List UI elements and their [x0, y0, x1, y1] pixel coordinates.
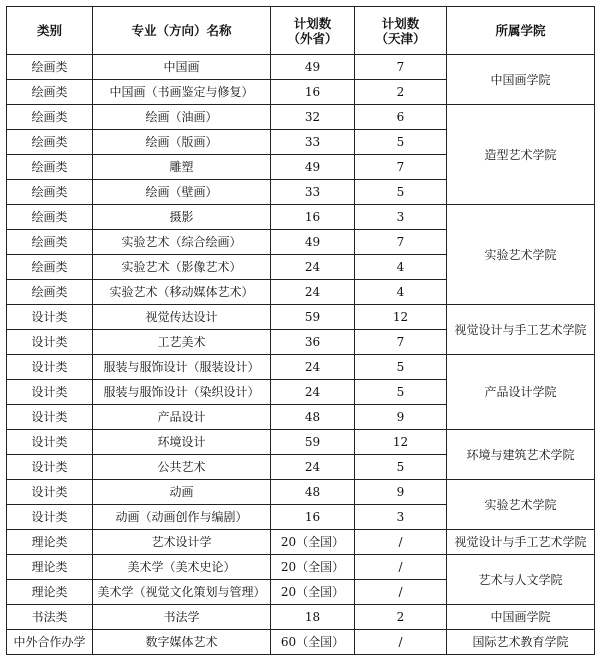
cell-plan-outside: 24: [271, 380, 355, 405]
header-plan-tianjin: [355, 7, 447, 55]
table-row: [7, 430, 595, 455]
cell-plan-outside: 49: [271, 55, 355, 80]
cell-category: 绘画类: [7, 280, 93, 305]
cell-plan-tianjin: 5: [355, 130, 447, 155]
table-row: [7, 480, 595, 505]
table-row: [7, 55, 595, 80]
cell-college: 视觉设计与手工艺术学院: [447, 305, 595, 355]
cell-college: 艺术与人文学院: [447, 555, 595, 605]
cell-plan-outside: 32: [271, 105, 355, 130]
cell-major: 工艺美术: [93, 330, 271, 355]
cell-plan-outside: 49: [271, 155, 355, 180]
cell-major: 摄影: [93, 205, 271, 230]
cell-major: 绘画（油画）: [93, 105, 271, 130]
cell-plan-outside: 36: [271, 330, 355, 355]
cell-category: 中外合作办学: [7, 630, 93, 655]
cell-major: 艺术设计学: [93, 530, 271, 555]
cell-plan-outside: 60（全国）: [271, 630, 355, 655]
header-plan-outside-line2: （外省）: [287, 30, 338, 46]
cell-major: 绘画（版画）: [93, 130, 271, 155]
cell-category: 设计类: [7, 405, 93, 430]
cell-major: 服装与服饰设计（染织设计）: [93, 380, 271, 405]
cell-category: 绘画类: [7, 55, 93, 80]
cell-category: 书法类: [7, 605, 93, 630]
cell-category: 绘画类: [7, 205, 93, 230]
cell-plan-outside: 59: [271, 430, 355, 455]
cell-category: 绘画类: [7, 105, 93, 130]
cell-plan-tianjin: 9: [355, 480, 447, 505]
table-body: [7, 55, 595, 655]
cell-college: 中国画学院: [447, 605, 595, 630]
cell-college: 实验艺术学院: [447, 205, 595, 305]
cell-plan-outside: 48: [271, 405, 355, 430]
cell-plan-tianjin: 12: [355, 305, 447, 330]
header-plan-outside-line1: 计划数: [293, 15, 332, 31]
cell-plan-tianjin: 7: [355, 330, 447, 355]
cell-plan-outside: 18: [271, 605, 355, 630]
cell-category: 绘画类: [7, 230, 93, 255]
cell-college: 中国画学院: [447, 55, 595, 105]
cell-plan-tianjin: 6: [355, 105, 447, 130]
cell-plan-outside: 24: [271, 280, 355, 305]
cell-plan-outside: 59: [271, 305, 355, 330]
cell-plan-tianjin: 4: [355, 255, 447, 280]
cell-category: 设计类: [7, 480, 93, 505]
cell-major: 动画: [93, 480, 271, 505]
table-row: [7, 555, 595, 580]
cell-plan-outside: 16: [271, 505, 355, 530]
cell-plan-tianjin: /: [355, 630, 447, 655]
cell-plan-tianjin: 9: [355, 405, 447, 430]
header-major: 专业（方向）名称: [93, 7, 271, 55]
cell-plan-tianjin: 3: [355, 505, 447, 530]
cell-category: 设计类: [7, 330, 93, 355]
cell-plan-tianjin: 4: [355, 280, 447, 305]
cell-major: 数字媒体艺术: [93, 630, 271, 655]
table-row: [7, 305, 595, 330]
cell-college: 视觉设计与手工艺术学院: [447, 530, 595, 555]
header-plan-tianjin-line2: （天津）: [375, 30, 426, 46]
cell-plan-outside: 49: [271, 230, 355, 255]
cell-college: 造型艺术学院: [447, 105, 595, 205]
cell-major: 实验艺术（综合绘画）: [93, 230, 271, 255]
cell-plan-tianjin: 7: [355, 155, 447, 180]
table-header-row: [7, 7, 595, 55]
header-category: 类别: [7, 7, 93, 55]
cell-plan-outside: 20（全国）: [271, 580, 355, 605]
cell-major: 雕塑: [93, 155, 271, 180]
cell-category: 绘画类: [7, 155, 93, 180]
cell-major: 实验艺术（影像艺术）: [93, 255, 271, 280]
header-plan-outside: [271, 7, 355, 55]
cell-plan-tianjin: 12: [355, 430, 447, 455]
cell-major: 美术学（美术史论）: [93, 555, 271, 580]
cell-plan-outside: 24: [271, 255, 355, 280]
cell-plan-tianjin: /: [355, 530, 447, 555]
enrollment-plan-document: [6, 6, 595, 655]
cell-plan-outside: 33: [271, 180, 355, 205]
cell-major: 绘画（壁画）: [93, 180, 271, 205]
cell-plan-tianjin: 5: [355, 180, 447, 205]
cell-major: 美术学（视觉文化策划与管理）: [93, 580, 271, 605]
cell-plan-tianjin: 7: [355, 55, 447, 80]
cell-plan-tianjin: 2: [355, 605, 447, 630]
cell-college: 产品设计学院: [447, 355, 595, 430]
cell-major: 实验艺术（移动媒体艺术）: [93, 280, 271, 305]
cell-plan-tianjin: 5: [355, 455, 447, 480]
cell-plan-outside: 16: [271, 80, 355, 105]
cell-plan-tianjin: 2: [355, 80, 447, 105]
cell-major: 中国画: [93, 55, 271, 80]
cell-major: 产品设计: [93, 405, 271, 430]
table-row: [7, 530, 595, 555]
cell-category: 设计类: [7, 430, 93, 455]
cell-major: 书法学: [93, 605, 271, 630]
cell-college: 实验艺术学院: [447, 480, 595, 530]
cell-category: 绘画类: [7, 180, 93, 205]
table-row: [7, 630, 595, 655]
cell-category: 设计类: [7, 505, 93, 530]
table-row: [7, 205, 595, 230]
table-row: [7, 105, 595, 130]
cell-plan-outside: 48: [271, 480, 355, 505]
cell-college: 环境与建筑艺术学院: [447, 430, 595, 480]
cell-plan-outside: 20（全国）: [271, 555, 355, 580]
cell-college: 国际艺术教育学院: [447, 630, 595, 655]
cell-category: 绘画类: [7, 255, 93, 280]
cell-category: 绘画类: [7, 80, 93, 105]
cell-plan-outside: 33: [271, 130, 355, 155]
cell-plan-outside: 24: [271, 355, 355, 380]
enrollment-plan-table: [6, 6, 595, 655]
cell-category: 设计类: [7, 455, 93, 480]
cell-major: 中国画（书画鉴定与修复）: [93, 80, 271, 105]
cell-plan-tianjin: 5: [355, 380, 447, 405]
table-row: [7, 355, 595, 380]
cell-major: 视觉传达设计: [93, 305, 271, 330]
cell-category: 理论类: [7, 555, 93, 580]
cell-major: 服装与服饰设计（服装设计）: [93, 355, 271, 380]
cell-category: 理论类: [7, 530, 93, 555]
cell-plan-tianjin: 3: [355, 205, 447, 230]
cell-category: 理论类: [7, 580, 93, 605]
cell-plan-outside: 24: [271, 455, 355, 480]
cell-plan-tianjin: /: [355, 580, 447, 605]
cell-plan-outside: 20（全国）: [271, 530, 355, 555]
cell-plan-tianjin: /: [355, 555, 447, 580]
cell-category: 绘画类: [7, 130, 93, 155]
cell-major: 环境设计: [93, 430, 271, 455]
cell-plan-tianjin: 7: [355, 230, 447, 255]
cell-plan-outside: 16: [271, 205, 355, 230]
cell-category: 设计类: [7, 305, 93, 330]
cell-category: 设计类: [7, 355, 93, 380]
header-plan-tianjin-line1: 计划数: [381, 15, 420, 31]
cell-major: 动画（动画创作与编剧）: [93, 505, 271, 530]
cell-category: 设计类: [7, 380, 93, 405]
header-college: 所属学院: [447, 7, 595, 55]
cell-plan-tianjin: 5: [355, 355, 447, 380]
table-row: [7, 605, 595, 630]
cell-major: 公共艺术: [93, 455, 271, 480]
